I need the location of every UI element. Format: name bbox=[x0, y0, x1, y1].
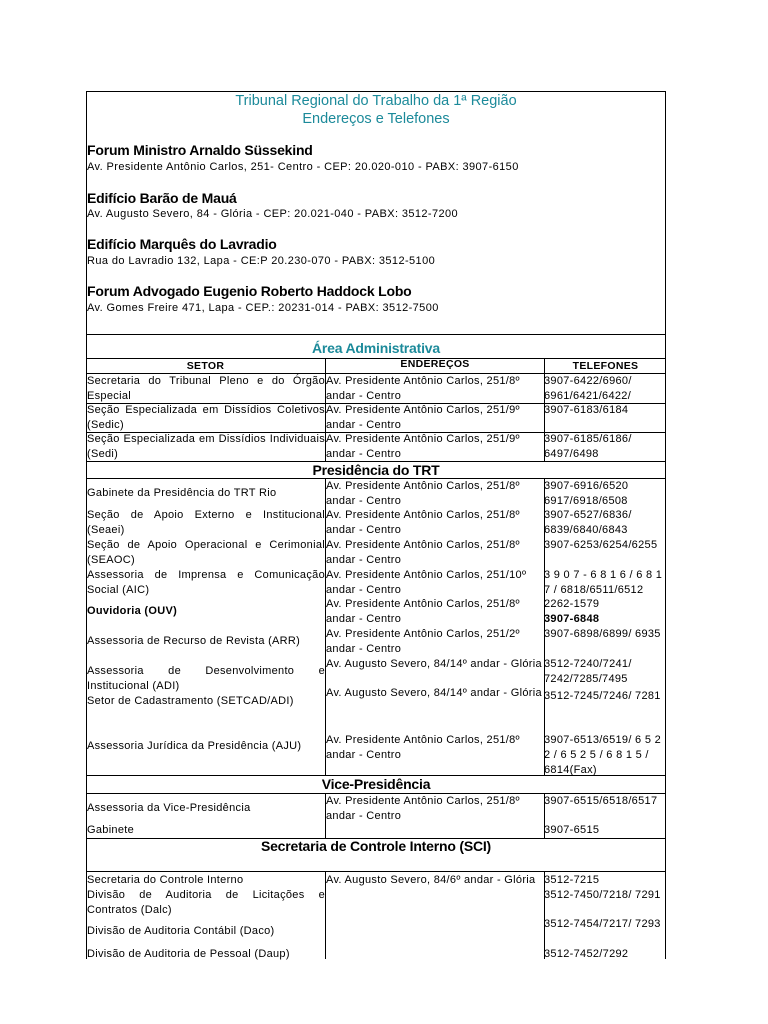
table-cell-endereco: Av. Presidente Antônio Carlos, 251/8º andar - Centro bbox=[326, 539, 520, 566]
building-name: Forum Ministro Arnaldo Süssekind bbox=[87, 142, 313, 158]
table-cell-telefone: 3512-7454/7217/ 7293 bbox=[544, 918, 661, 930]
table-cell-telefone: 3907-6527/6836/ 6839/6840/6843 bbox=[544, 509, 632, 536]
table-cell-setor: Assessoria Jurídica da Presidência (AJU) bbox=[87, 740, 302, 752]
table-cell-telefone: 3907-6848 bbox=[544, 613, 600, 625]
table-cell-endereco: Av. Presidente Antônio Carlos, 251/8º andar - Centro bbox=[326, 795, 520, 822]
building-name: Forum Advogado Eugenio Roberto Haddock Lobo bbox=[87, 283, 412, 299]
table-cell-setor: Divisão de Auditoria Contábil (Daco) bbox=[87, 925, 275, 937]
column-header-telefones: TELEFONES bbox=[572, 360, 639, 372]
table-cell-setor: Gabinete bbox=[87, 824, 135, 836]
building-name: Edifício Marquês do Lavradio bbox=[87, 236, 277, 252]
table-cell-telefone: 3907-6916/6520 6917/6918/6508 bbox=[544, 480, 629, 507]
table-cell-telefone: 3512-7215 bbox=[544, 874, 600, 886]
table-cell-setor: Ouvidoria (OUV) bbox=[87, 605, 178, 617]
building-address: Av. Augusto Severo, 84 - Glória - CEP: 20.021-040 - PABX: 3512-7200 bbox=[87, 208, 459, 220]
table-cell-setor: Seção Especializada em Dissídios Individuais (Sedi) bbox=[87, 433, 325, 460]
building-address: Av. Gomes Freire 471, Lapa - CEP.: 20231-014 - PABX: 3512-7500 bbox=[87, 302, 439, 314]
table-cell-telefone: 3512-7450/7218/ 7291 bbox=[544, 889, 661, 901]
table-cell-endereco: Av. Presidente Antônio Carlos, 251/9º andar - Centro bbox=[326, 433, 520, 460]
table-cell-endereco: Av. Presidente Antônio Carlos, 251/8º andar - Centro bbox=[326, 509, 520, 536]
table-cell-setor: Gabinete da Presidência do TRT Rio bbox=[87, 487, 277, 499]
table-cell-telefone: 3907-6515 bbox=[544, 824, 600, 836]
table-cell-setor: Assessoria de Recurso de Revista (ARR) bbox=[87, 635, 301, 647]
table-cell-setor: Seção Especializada em Dissídios Coletivos (Sedic) bbox=[87, 404, 325, 431]
table-cell-telefone: 3512-7245/7246/ 7281 bbox=[544, 690, 661, 702]
divider bbox=[86, 871, 666, 872]
building-name: Edifício Barão de Mauá bbox=[87, 190, 237, 206]
table-cell-endereco: Av. Presidente Antônio Carlos, 251/8º andar - Centro bbox=[326, 480, 520, 507]
table-cell-telefone: 3 9 0 7 - 6 8 1 6 / 6 8 1 7 / 6818/6511/6512 bbox=[544, 569, 663, 596]
divider bbox=[86, 334, 666, 335]
table-cell-setor: Assessoria da Vice-Presidência bbox=[87, 802, 251, 814]
section-title-area-administrativa: Área Administrativa bbox=[312, 340, 440, 356]
table-cell-endereco: Av. Augusto Severo, 84/6º andar - Glória bbox=[326, 874, 536, 886]
table-cell-setor: Seção de Apoio Operacional e Cerimonial (SEAOC) bbox=[87, 539, 325, 566]
table-cell-endereco: Av. Augusto Severo, 84/14º andar - Glória bbox=[326, 687, 542, 699]
table-cell-endereco: Av. Augusto Severo, 84/14º andar - Glória bbox=[326, 658, 542, 670]
table-cell-endereco: Av. Presidente Antônio Carlos, 251/9º andar - Centro bbox=[326, 404, 520, 431]
table-cell-endereco: Av. Presidente Antônio Carlos, 251/10º andar - Centro bbox=[326, 569, 527, 596]
table-cell-telefone: 3512-7240/7241/ 7242/7285/7495 bbox=[544, 658, 632, 685]
table-cell-endereco: Av. Presidente Antônio Carlos, 251/8º andar - Centro bbox=[326, 598, 520, 625]
table-cell-setor: Divisão de Auditoria de Licitações e Contratos (Dalc) bbox=[87, 889, 325, 916]
table-cell-setor: Seção de Apoio Externo e Institucional (Seaei) bbox=[87, 509, 325, 536]
table-cell-endereco: Av. Presidente Antônio Carlos, 251/8º andar - Centro bbox=[326, 375, 520, 402]
table-cell-setor: Setor de Cadastramento (SETCAD/ADI) bbox=[87, 695, 294, 707]
table-cell-telefone: 3907-6515/6518/6517 bbox=[544, 795, 658, 807]
section-title-vice-presidencia: Vice-Presidência bbox=[321, 776, 431, 792]
table-cell-setor: Divisão de Auditoria de Pessoal (Daup) bbox=[87, 948, 290, 960]
column-header-setor: SETOR bbox=[186, 360, 225, 372]
building-address: Av. Presidente Antônio Carlos, 251- Centro - CEP: 20.020-010 - PABX: 3907-6150 bbox=[87, 161, 519, 173]
document-title: Tribunal Regional do Trabalho da 1ª Região bbox=[235, 93, 517, 109]
table-cell-telefone: 3512-7452/7292 bbox=[544, 948, 629, 960]
table-cell-setor: Assessoria de Imprensa e Comunicação Social (AIC) bbox=[87, 569, 325, 596]
table-cell-telefone: 3907-6513/6519/ 6 5 2 2 / 6 5 2 5 / 6 8 1 5 / 6814(Fax) bbox=[544, 734, 662, 776]
table-cell-telefone: 2262-1579 bbox=[544, 598, 600, 610]
document-subtitle: Endereços e Telefones bbox=[302, 111, 450, 127]
table-cell-setor: Secretaria do Tribunal Pleno e do Órgão Especial bbox=[87, 375, 325, 402]
table-cell-setor: Secretaria do Controle Interno bbox=[87, 874, 244, 886]
table-cell-endereco: Av. Presidente Antônio Carlos, 251/8º andar - Centro bbox=[326, 734, 520, 761]
building-address: Rua do Lavradio 132, Lapa - CE:P 20.230-070 - PABX: 3512-5100 bbox=[87, 255, 436, 267]
table-cell-endereco: Av. Presidente Antônio Carlos, 251/2º andar - Centro bbox=[326, 628, 520, 655]
table-cell-telefone: 3907-6422/6960/ 6961/6421/6422/ bbox=[544, 375, 632, 402]
section-title-sci: Secretaria de Controle Interno (SCI) bbox=[260, 838, 492, 854]
table-cell-telefone: 3907-6898/6899/ 6935 bbox=[544, 628, 661, 640]
section-title-presidencia: Presidência do TRT bbox=[312, 462, 440, 478]
table-cell-setor: Assessoria de Desenvolvimento e Institucional (ADI) bbox=[87, 665, 325, 692]
table-cell-telefone: 3907-6183/6184 bbox=[544, 404, 629, 416]
table-cell-telefone: 3907-6185/6186/ 6497/6498 bbox=[544, 433, 632, 460]
table-cell-telefone: 3907-6253/6254/6255 bbox=[544, 539, 658, 551]
column-header-enderecos: ENDEREÇOS bbox=[400, 358, 470, 370]
